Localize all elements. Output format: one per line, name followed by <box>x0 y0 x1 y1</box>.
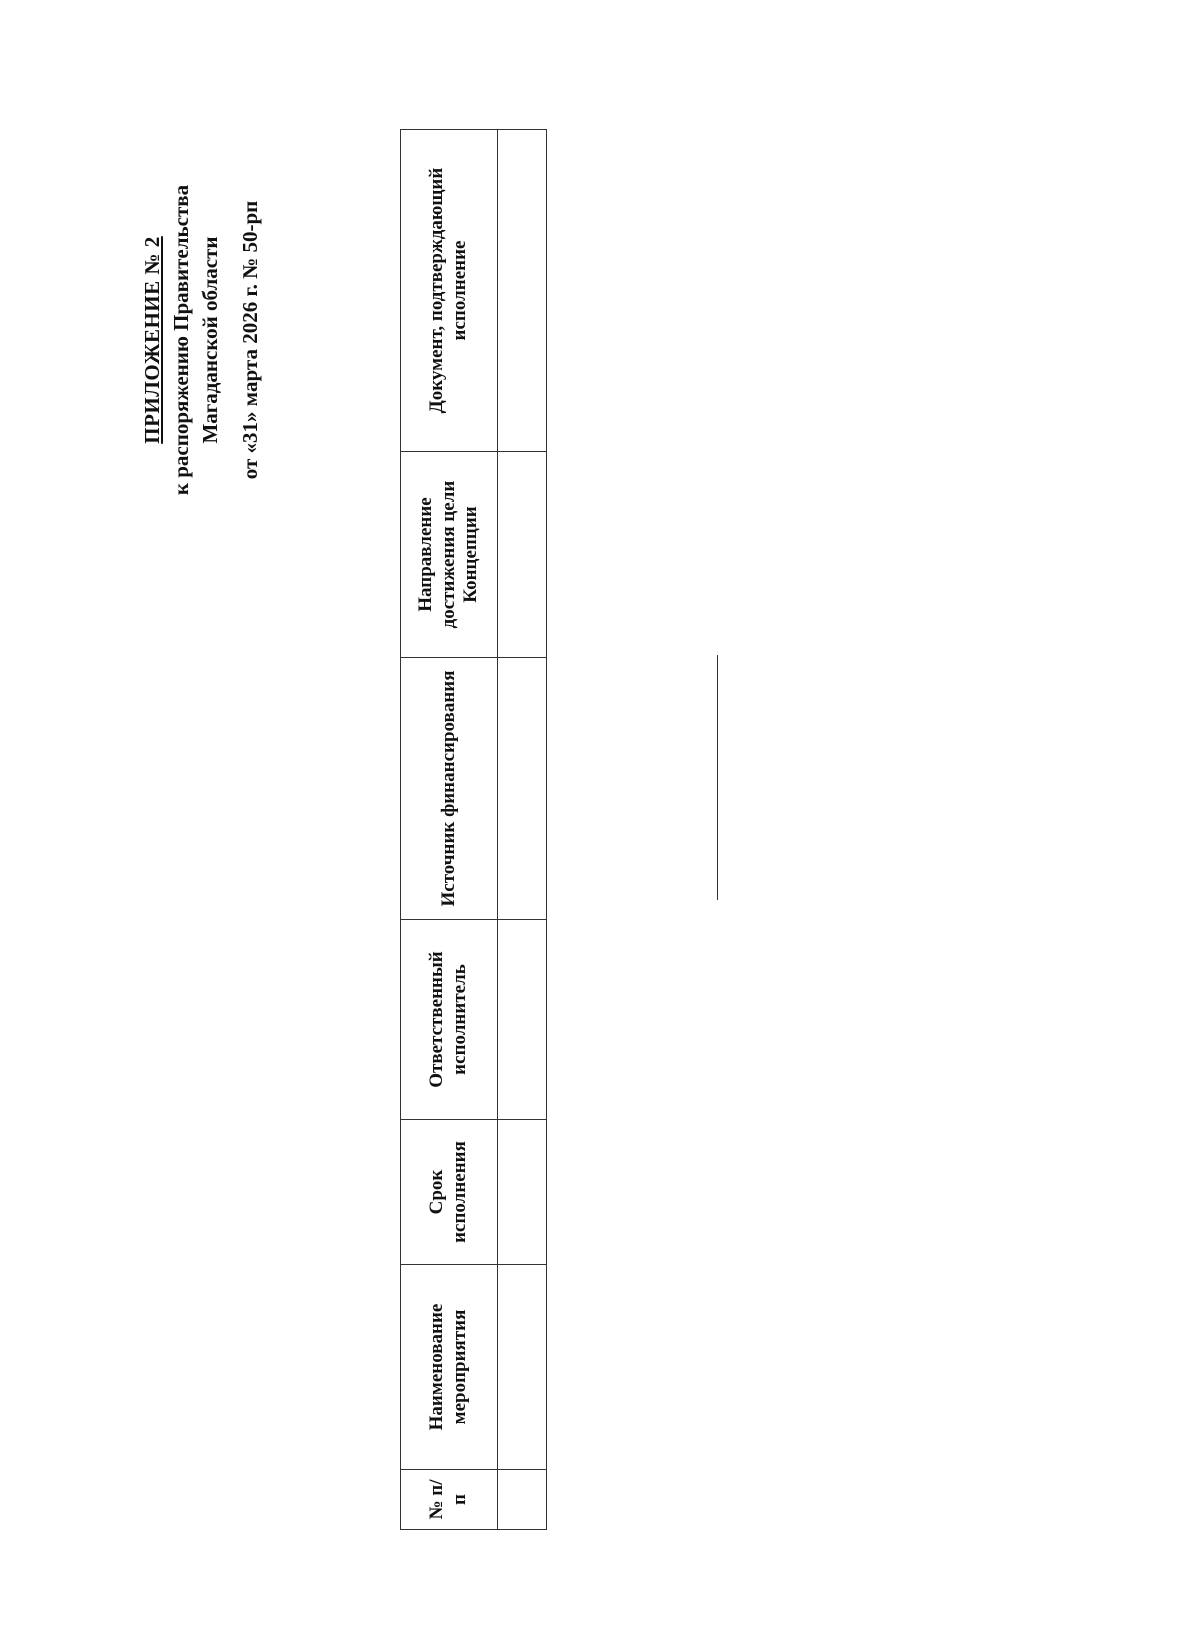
table-header-row <box>401 130 498 1530</box>
appendix-region-line: Магаданской области <box>198 236 223 444</box>
column-header-deadline: Срок исполнения <box>401 1120 498 1265</box>
appendix-date-line: от «31» марта 2026 г. № 50-рп <box>237 200 262 480</box>
column-header-direction: Направление достижения цели Концепции <box>401 452 498 658</box>
table-cell <box>498 1470 547 1530</box>
table-cell <box>498 452 547 658</box>
column-header-activity-name: Наименование мероприятия <box>401 1265 498 1470</box>
column-header-responsible: Ответственный исполнитель <box>401 920 498 1120</box>
table-cell <box>498 1265 547 1470</box>
table-cell <box>498 658 547 920</box>
appendix-title: ПРИЛОЖЕНИЕ № 2 <box>140 236 164 444</box>
column-header-funding-source: Источник финансирования <box>401 658 498 920</box>
column-header-number: № п/п <box>401 1470 498 1530</box>
activities-table <box>400 129 547 1530</box>
closing-divider-line <box>717 655 718 900</box>
table-cell <box>498 1120 547 1265</box>
table-row <box>498 130 547 1530</box>
rotated-page <box>0 20 1200 1600</box>
table-cell <box>498 920 547 1120</box>
table-cell <box>498 130 547 452</box>
column-header-confirming-document: Документ, подтверждающий исполнение <box>401 130 498 452</box>
appendix-reference-line: к распоряжению Правительства <box>169 184 194 496</box>
appendix-header <box>140 100 263 580</box>
